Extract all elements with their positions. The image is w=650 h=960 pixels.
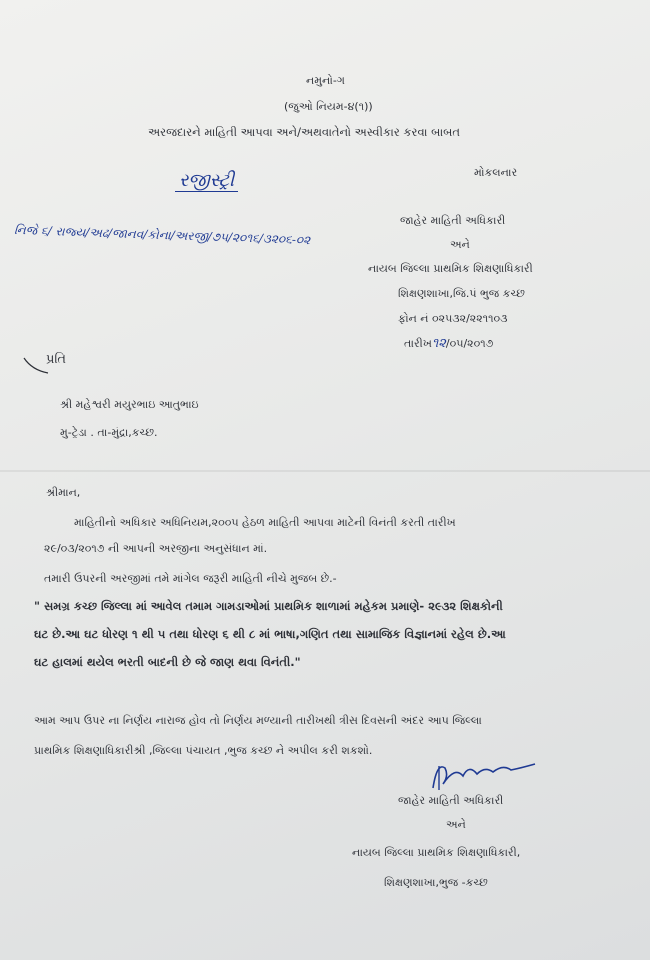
recipient-address: મુ-ટ્રેડા . તા-મુંદ્રા,કચ્છ. [60, 426, 158, 439]
quote-line3: ઘટ હાલમાં થયેલ ભરતી બાદની છે જે જાણ થવા વિનંતી." [34, 655, 301, 669]
paper-fold [0, 470, 650, 472]
body-para1-line2: ૨૯/૦૩/૨૦૧૭ ની આપની અરજીના અનુસંધાન માં. [44, 542, 268, 555]
sender-office: નાયબ જિલ્લા પ્રાથમિક શિક્ષણાધિકારી [368, 262, 533, 275]
date-handwritten: ૧૨ [431, 336, 446, 351]
signature-scribble [425, 758, 545, 798]
body-para1-line1: માહિતીનો અધિકાર અધિનિયમ,૨૦૦૫ હેઠળ માહિતી આપવા માટેની વિનંતી કરતી તારીખ [74, 516, 456, 529]
appeal-line2: પ્રાથમિક શિક્ષણાધિકારીશ્રી ,જિલ્લા પંચાયત ,ભુજ કચ્છ ને અપીલ કરી શકશો. [34, 744, 373, 757]
registry-handwritten: રજીસ્ટ્રી [175, 170, 238, 192]
date-prefix: તારીખ [404, 337, 432, 350]
sender-title: જાહેર માહિતી અધિકારી [400, 214, 506, 227]
sender-phone: ફોન નં ૦૨૫૩૨/૨૨૧૧૦૩ [398, 312, 508, 325]
salutation: શ્રીમાન, [46, 486, 81, 499]
date-rest: /૦૫/૨૦૧૭ [445, 337, 494, 350]
sender-label: મોકલનાર [474, 166, 518, 179]
body-para2: તમારી ઉપરની અરજીમાં તમે માંગેલ જરૂરી માહિતી નીચે મુજબ છે.- [44, 572, 337, 585]
footer-office: નાયબ જિલ્લા પ્રાથમિક શિક્ષણાધિકારી, [352, 846, 521, 859]
quote-line1: " સમગ્ર કચ્છ જિલ્લા માં આવેલ તમામ ગામડાઓમાં પ્રાથમિક શાળામાં મહેકમ પ્રમાણે- ૨૯૩૨ શિક્ષકોની [34, 599, 503, 613]
letter-subject: અરજદારને માહિતી આપવા અને/અથવાતેનો અસ્વીકાર કરવા બાબત [148, 125, 461, 139]
sender-date [404, 336, 493, 352]
recipient-name: શ્રી મહેશ્વરી મયુરભાઇ આતુભાઇ [60, 398, 199, 411]
form-number: નમુનો-ગ [306, 74, 345, 87]
footer-title: જાહેર માહિતી અધિકારી [398, 794, 504, 807]
quote-line2: ઘટ છે.આ ઘટ ધોરણ ૧ થી ૫ તથા ધોરણ ૬ થી ૮ માં ભાષા,ગણિત તથા સામાજિક વિજ્ઞાનમાં રહેલ છે.આ [34, 627, 506, 641]
reference-number-handwritten: નિજે ૬/ રાજ્ય/અઢ/જાનવ/કોના/અરજી/૭૫/૨૦૧૬/૩૨૦૬-૦૨ [13, 222, 311, 248]
appeal-line1: આમ આપ ઉપર ના નિર્ણય નારાજ હોવ તો નિર્ણય મળ્યાની તારીખથી ત્રીસ દિવસની અંદર આપ જિલ્લા [34, 714, 482, 727]
recipient-prefix: પ્રતિ [46, 352, 66, 367]
sender-branch: શિક્ષણશાખા,જિ.પં ભુજ કચ્છ [398, 287, 525, 300]
footer-and: અને [446, 818, 466, 831]
pen-scribble-icon [22, 356, 52, 376]
rule-reference: (જુઓ નિયમ-૪(૧)) [284, 100, 373, 113]
sender-and: અને [450, 238, 470, 251]
footer-branch: શિક્ષણશાખા,ભુજ -કચ્છ [384, 876, 488, 889]
